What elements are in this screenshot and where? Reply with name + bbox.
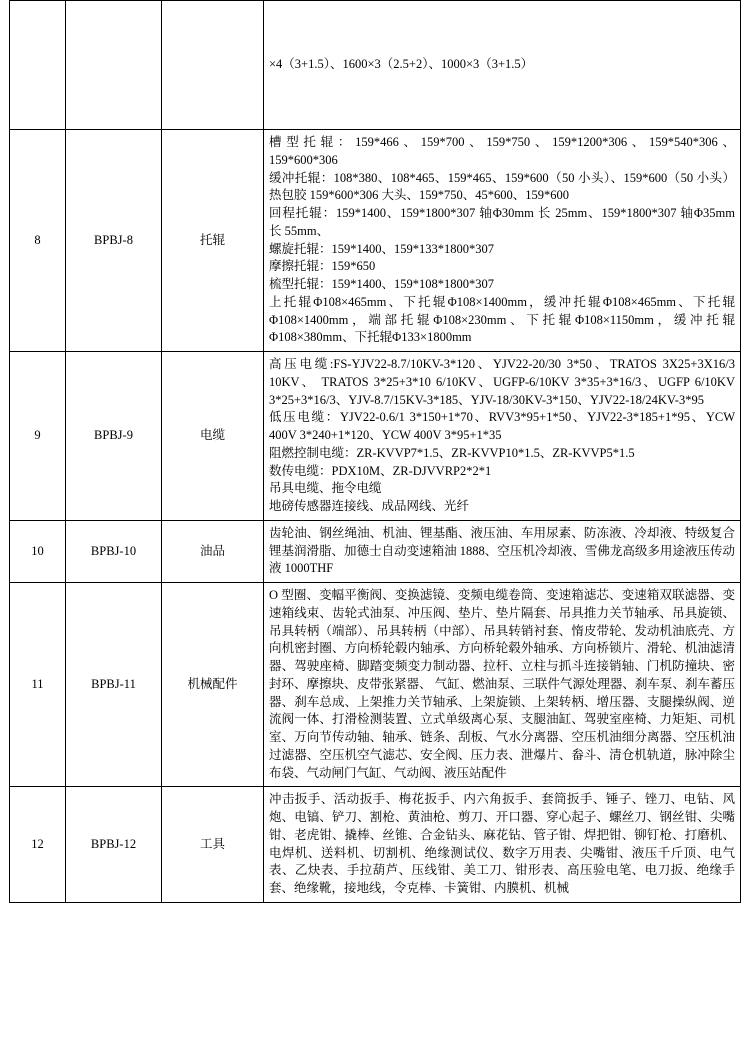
cell-no: 8 — [10, 130, 66, 352]
table-row — [10, 787, 741, 903]
cell-name: 电缆 — [162, 352, 264, 521]
table-row-continued — [10, 1, 741, 130]
desc-line: 上托辊Φ108×465mm、下托辊Φ108×1400mm，缓冲托辊Φ108×465mm、下托辊Φ108×1400mm，端部托辊Φ108×230mm、下托辊Φ108×1150mm，缓冲托辊Φ108×380mm、下托辊Φ133×1800mm — [269, 294, 735, 345]
cell-no: 10 — [10, 520, 66, 582]
desc-line: 螺旋托辊：159*1400、159*133*1800*307 — [269, 241, 495, 256]
cell-name: 托辊 — [162, 130, 264, 352]
desc-line: 摩擦托辊：159*650 — [269, 259, 376, 274]
cell-name: 机械配件 — [162, 583, 264, 787]
desc-line: O 型圈、变幅平衡阀、变换滤镜、变频电缆卷筒、变速箱滤芯、变速箱双联滤器、变速箱线束、齿轮式油泵、冲压阀、垫片、垫片隔套、吊具推力关节轴承、吊具旋锁、吊具转柄（端部）、吊具转柄（中部）、吊具转销衬套、惰皮带轮、发动机油底壳、方向机密封圈、方向桥轮毂内轴承、方向桥轮毂外轴承、方向桥锁片、滑轮、机油滤清器、驾驶座椅、脚踏变频变力制动器、拉杆、立柱与抓斗连接销轴、门机防撞块、密封环、摩擦块、皮带张紧器、 气缸、燃油泵、三联件气源处理器、刹车泵、刹车蓄压器、刹车总成、上架推力关节轴承、上架旋锁、上架转柄、增压器、支腿操纵阀、逆流阀一体、打滑检测装置、立式单级离心泵、支腿油缸、驾驶室座椅、力矩矩、司机室、万向节传动轴、轴承、链条、刮板、气水分离器、空压机油细分离器、空压机油过滤器、空压机空气滤芯、安全阀、压力表、泄爆片、畚斗、清仓机轨道，脉冲除尘布袋、气动闸门气缸、气动阀、液压站配件 — [269, 588, 735, 780]
desc-line: 齿轮油、钢丝绳油、机油、锂基酯、液压油、车用尿素、防冻液、冷却液、特级复合锂基润滑脂、加德士自动变速箱油 1888、空压机冷却液、雪佛龙高级多用途液压传动液 1000THF — [269, 525, 735, 576]
cell-code: BPBJ-12 — [66, 787, 162, 903]
table-row — [10, 130, 741, 352]
cell-no-continued — [10, 1, 66, 130]
cell-code: BPBJ-11 — [66, 583, 162, 787]
cell-desc — [264, 520, 741, 582]
table-row — [10, 352, 741, 521]
cell-name: 油品 — [162, 520, 264, 582]
desc-line: 地磅传感器连接线、成品网线、光纤 — [269, 499, 470, 513]
cell-desc — [264, 787, 741, 903]
cell-code: BPBJ-9 — [66, 352, 162, 521]
desc-line: 槽型托辊：159*466、159*700、159*750、159*1200*306、159*540*306、159*600*306 — [269, 135, 735, 167]
cell-code-continued — [66, 1, 162, 130]
cell-no: 12 — [10, 787, 66, 903]
cell-desc-continued — [264, 1, 741, 130]
cell-name-continued — [162, 1, 264, 130]
desc-line: ×4（3+1.5）、1600×3（2.5+2）、1000×3（3+1.5） — [269, 57, 534, 72]
cell-desc — [264, 352, 741, 521]
desc-line: 低压电缆：YJV22-0.6/1 3*150+1*70、RVV3*95+1*50、YJV22-3*185+1*95、YCW 400V 3*240+1*120、YCW 400V 3*95+1*35 — [269, 410, 735, 442]
desc-line: 数传电缆：PDX10M、ZR-DJVVRP2*2*1 — [269, 463, 492, 478]
desc-line: 高压电缆:FS-YJV22-8.7/10KV-3*120、YJV22-20/30 3*50、TRATOS 3X25+3X16/3 10KV、 TRATOS 3*25+3*10 6/10KV、UGFP-6/10KV 3*35+3*16/3、UGFP 6/10KV 3*25+3*16/3、YJV-8.7/15KV-3*185、YJV-18/30KV-3*150、YJV22-18/24KV-3*95 — [269, 357, 735, 407]
cell-no: 9 — [10, 352, 66, 521]
desc-line: 阻燃控制电缆：ZR-KVVP7*1.5、ZR-KVVP10*1.5、ZR-KVVP5*1.5 — [269, 445, 635, 460]
desc-line: 吊具电缆、拖令电缆 — [269, 481, 382, 496]
cell-code: BPBJ-10 — [66, 520, 162, 582]
table-row — [10, 520, 741, 582]
cell-desc — [264, 583, 741, 787]
desc-line: 回程托辊：159*1400、159*1800*307 轴Φ30mm 长 25mm、159*1800*307 轴Φ35mm 长 55mm、 — [269, 206, 735, 238]
specification-table — [9, 0, 741, 903]
desc-line: 冲击扳手、活动扳手、梅花扳手、内六角扳手、套筒扳手、锤子、锉刀、电钻、风炮、电镐、铲刀、割枪、黄油枪、剪刀、开口器、穿心起子、螺丝刀、钢丝钳、尖嘴钳、老虎钳、撬棒、丝锥、合金钻头、麻花钻、管子钳、焊把钳、铆钉枪、打磨机、电焊机、送料机、切割机、绝缘测试仪、数字万用表、尖嘴钳、液压千斤顶、电气表、乙炔表、手拉葫芦、压线钳、美工刀、钳形表、高压验电笔、电刀扳、绝缘手套、绝缘靴，接地线，令克棒、卡簧钳、内膜机、机械 — [269, 792, 735, 895]
cell-desc — [264, 130, 741, 352]
table-row — [10, 583, 741, 787]
cell-code: BPBJ-8 — [66, 130, 162, 352]
cell-no: 11 — [10, 583, 66, 787]
table-body — [10, 1, 741, 903]
desc-line: 缓冲托辊：108*380、108*465、159*465、159*600（50 小头）、159*600（50 小头）热包胶 159*600*306 大头、159*750、45*600、159*600 — [269, 170, 735, 203]
cell-name: 工具 — [162, 787, 264, 903]
desc-line: 梳型托辊：159*1400、159*108*1800*307 — [269, 277, 495, 291]
